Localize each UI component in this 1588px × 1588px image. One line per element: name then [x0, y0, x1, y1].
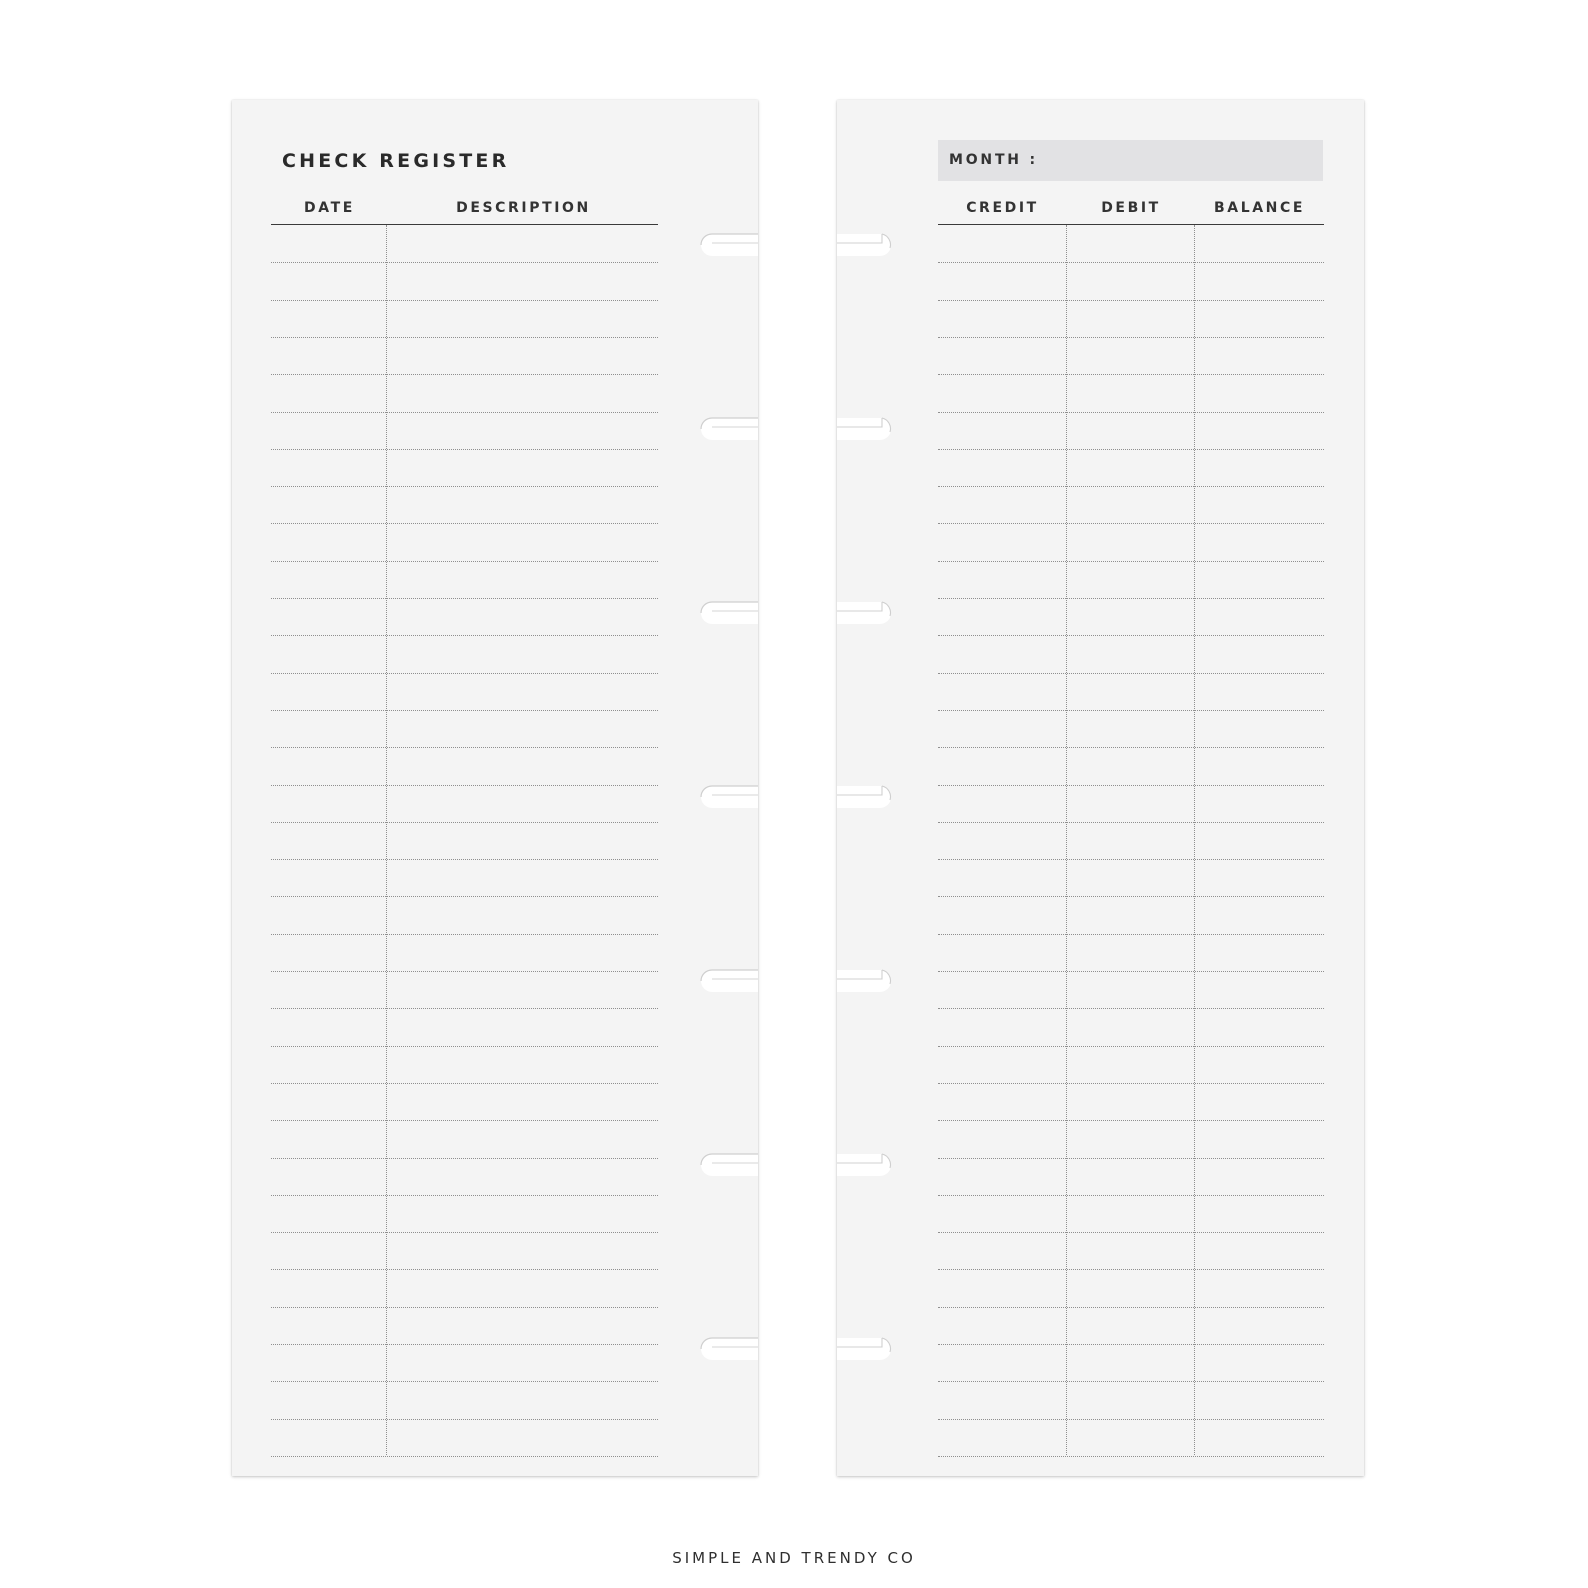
binder-notch-right — [836, 410, 906, 448]
table-row[interactable] — [271, 747, 658, 748]
table-row[interactable] — [938, 374, 1324, 375]
month-label: MONTH : — [949, 152, 1038, 168]
table-row[interactable] — [938, 822, 1324, 823]
table-row[interactable] — [938, 710, 1324, 711]
binder-notch-left — [690, 1146, 760, 1184]
table-row[interactable] — [938, 449, 1324, 450]
table-row[interactable] — [938, 1120, 1324, 1121]
table-row[interactable] — [271, 486, 658, 487]
register-table-right — [938, 224, 1324, 1455]
table-row[interactable] — [271, 1158, 658, 1159]
table-row[interactable] — [271, 1008, 658, 1009]
table-row[interactable] — [271, 1307, 658, 1308]
table-row[interactable] — [271, 1120, 658, 1121]
column-header-balance: BALANCE — [1213, 200, 1306, 216]
table-row[interactable] — [938, 785, 1324, 786]
binder-notch-right — [836, 594, 906, 632]
table-row[interactable] — [938, 1232, 1324, 1233]
binder-notch-left — [690, 962, 760, 1000]
table-row[interactable] — [271, 300, 658, 301]
binder-notch-left — [690, 594, 760, 632]
table-row[interactable] — [271, 1269, 658, 1270]
table-row[interactable] — [938, 1269, 1324, 1270]
table-row[interactable] — [938, 300, 1324, 301]
table-row[interactable] — [938, 934, 1324, 935]
table-row[interactable] — [271, 1344, 658, 1345]
binder-notch-right — [836, 1330, 906, 1368]
table-row[interactable] — [271, 523, 658, 524]
table-row[interactable] — [271, 412, 658, 413]
table-row[interactable] — [271, 561, 658, 562]
table-row[interactable] — [938, 561, 1324, 562]
table-row[interactable] — [271, 934, 658, 935]
table-row[interactable] — [938, 859, 1324, 860]
table-row[interactable] — [938, 896, 1324, 897]
table-row[interactable] — [271, 673, 658, 674]
table-row[interactable] — [271, 598, 658, 599]
table-row[interactable] — [271, 1046, 658, 1047]
right-planner-page — [837, 100, 1364, 1476]
brand-footer: SIMPLE AND TRENDY CO — [672, 1549, 916, 1567]
table-row[interactable] — [938, 971, 1324, 972]
table-row[interactable] — [938, 412, 1324, 413]
table-row[interactable] — [271, 896, 658, 897]
table-row[interactable] — [271, 1083, 658, 1084]
table-row[interactable] — [271, 635, 658, 636]
table-row[interactable] — [938, 1083, 1324, 1084]
binder-notch-right — [836, 226, 906, 264]
binder-notch-left — [690, 226, 760, 264]
column-header-debit: DEBIT — [1101, 200, 1161, 216]
table-row[interactable] — [938, 1158, 1324, 1159]
table-row[interactable] — [271, 374, 658, 375]
binder-notch-right — [836, 962, 906, 1000]
table-row[interactable] — [938, 1381, 1324, 1382]
table-row[interactable] — [938, 1456, 1324, 1457]
column-header-description: DESCRIPTION — [456, 200, 591, 216]
table-row[interactable] — [271, 1419, 658, 1420]
table-row[interactable] — [938, 1046, 1324, 1047]
table-row[interactable] — [271, 971, 658, 972]
table-row[interactable] — [271, 822, 658, 823]
column-divider — [1194, 225, 1195, 1455]
left-planner-page — [232, 100, 758, 1476]
register-table-left — [271, 224, 658, 1455]
table-row[interactable] — [271, 785, 658, 786]
table-row[interactable] — [271, 1456, 658, 1457]
column-divider — [386, 225, 387, 1455]
table-row[interactable] — [938, 262, 1324, 263]
binder-notch-right — [836, 1146, 906, 1184]
table-row[interactable] — [938, 1195, 1324, 1196]
table-row[interactable] — [938, 1307, 1324, 1308]
table-row[interactable] — [271, 1381, 658, 1382]
binder-notch-left — [690, 1330, 760, 1368]
column-header-credit: CREDIT — [966, 200, 1039, 216]
table-row[interactable] — [938, 337, 1324, 338]
column-header-date: DATE — [304, 200, 355, 216]
table-row[interactable] — [938, 523, 1324, 524]
table-row[interactable] — [938, 1419, 1324, 1420]
table-row[interactable] — [938, 598, 1324, 599]
table-row[interactable] — [271, 262, 658, 263]
month-field[interactable] — [938, 140, 1323, 181]
table-row[interactable] — [271, 449, 658, 450]
table-row[interactable] — [938, 635, 1324, 636]
column-divider — [1066, 225, 1067, 1455]
page-title: CHECK REGISTER — [282, 150, 510, 172]
binder-notch-left — [690, 778, 760, 816]
binder-notch-left — [690, 410, 760, 448]
table-row[interactable] — [271, 859, 658, 860]
table-row[interactable] — [271, 1232, 658, 1233]
table-row[interactable] — [938, 673, 1324, 674]
table-row[interactable] — [271, 337, 658, 338]
table-row[interactable] — [938, 486, 1324, 487]
table-row[interactable] — [271, 1195, 658, 1196]
binder-notch-right — [836, 778, 906, 816]
table-row[interactable] — [938, 1344, 1324, 1345]
table-row[interactable] — [938, 1008, 1324, 1009]
table-row[interactable] — [938, 747, 1324, 748]
table-row[interactable] — [271, 710, 658, 711]
